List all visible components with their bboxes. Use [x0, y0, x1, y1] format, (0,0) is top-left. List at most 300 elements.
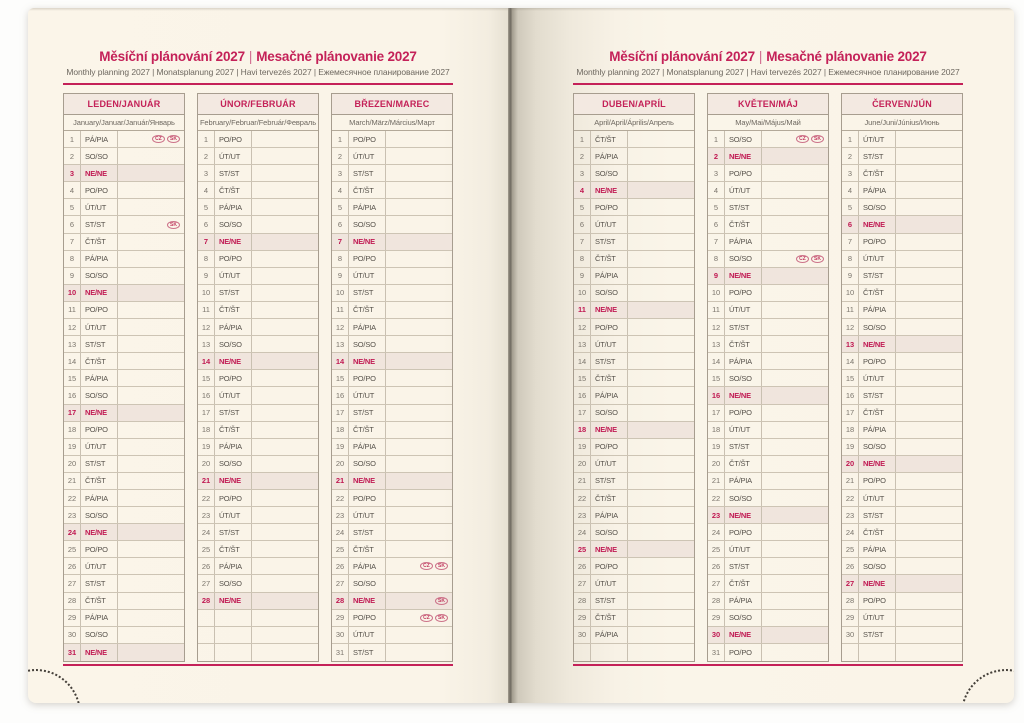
notes-cell — [896, 627, 962, 643]
notes-cell — [386, 148, 452, 164]
month-header: LEDEN/JANUÁR — [64, 94, 184, 115]
day-abbr: ÚT/UT — [215, 268, 252, 284]
day-row — [708, 319, 828, 336]
notes-cell — [762, 610, 828, 626]
day-row — [842, 541, 962, 558]
notes-cell — [762, 234, 828, 250]
day-abbr: PO/PO — [725, 524, 762, 540]
page-title-czech: Měsíční plánování 2027 — [609, 49, 755, 64]
day-number: 2 — [574, 148, 591, 164]
page-title-slovak: Mesačné plánovanie 2027 — [766, 49, 927, 64]
day-abbr: PÁ/PIA — [859, 541, 896, 557]
day-row — [708, 234, 828, 251]
day-abbr-empty — [591, 644, 628, 661]
day-abbr: ČT/ŠT — [591, 610, 628, 626]
notes-cell — [386, 644, 452, 661]
day-number: 17 — [198, 405, 215, 421]
month-subheader: January/Januar/Január/Январь — [64, 115, 184, 131]
day-row — [708, 251, 828, 268]
day-number: 28 — [842, 593, 859, 609]
day-number: 13 — [64, 336, 81, 352]
page-title-czech: Měsíční plánování 2027 — [99, 49, 245, 64]
day-abbr: SO/SO — [859, 558, 896, 574]
day-number: 21 — [332, 473, 349, 489]
day-number-empty — [198, 627, 215, 643]
day-number: 30 — [842, 627, 859, 643]
notes-cell — [386, 575, 452, 591]
notes-cell — [252, 644, 318, 661]
day-number: 2 — [842, 148, 859, 164]
notes-cell — [896, 439, 962, 455]
day-row — [842, 319, 962, 336]
day-abbr: PÁ/PIA — [591, 148, 628, 164]
notes-cell — [628, 490, 694, 506]
day-row-sunday — [842, 216, 962, 233]
empty-row — [574, 644, 694, 661]
notes-cell — [252, 251, 318, 267]
day-row — [708, 575, 828, 592]
day-abbr: NE/NE — [81, 405, 118, 421]
day-row — [708, 593, 828, 610]
notes-cell — [118, 182, 184, 198]
day-number: 20 — [574, 456, 591, 472]
day-number: 28 — [574, 593, 591, 609]
day-abbr: ČT/ŠT — [859, 165, 896, 181]
day-abbr: ST/ST — [215, 165, 252, 181]
day-number: 15 — [842, 370, 859, 386]
day-number: 25 — [708, 541, 725, 557]
day-number: 25 — [332, 541, 349, 557]
day-row — [574, 456, 694, 473]
day-number: 26 — [708, 558, 725, 574]
notes-cell — [118, 524, 184, 540]
day-number: 15 — [574, 370, 591, 386]
day-abbr: ÚT/UT — [859, 490, 896, 506]
notes-cell — [386, 199, 452, 215]
day-number: 6 — [332, 216, 349, 232]
day-abbr: ČT/ŠT — [349, 422, 386, 438]
day-row — [842, 165, 962, 182]
day-number: 10 — [708, 285, 725, 301]
empty-row — [198, 610, 318, 627]
day-number: 1 — [842, 131, 859, 147]
day-number: 3 — [574, 165, 591, 181]
notes-cell — [628, 627, 694, 643]
day-number: 10 — [64, 285, 81, 301]
day-abbr: ÚT/UT — [859, 251, 896, 267]
day-row — [64, 302, 184, 319]
day-row — [574, 627, 694, 644]
day-row — [574, 473, 694, 490]
day-abbr-empty — [215, 644, 252, 661]
day-row — [574, 558, 694, 575]
notes-cell — [118, 319, 184, 335]
day-abbr: PO/PO — [81, 302, 118, 318]
day-row — [842, 148, 962, 165]
notes-cell — [762, 439, 828, 455]
day-number: 17 — [708, 405, 725, 421]
notes-cell — [118, 302, 184, 318]
day-abbr: ÚT/UT — [725, 302, 762, 318]
notes-cell — [252, 507, 318, 523]
day-abbr: ČT/ŠT — [215, 182, 252, 198]
month-subheader: April/April/Április/Апрель — [574, 115, 694, 131]
day-abbr: ÚT/UT — [349, 268, 386, 284]
notes-cell — [896, 353, 962, 369]
notes-cell — [118, 148, 184, 164]
day-abbr: NE/NE — [349, 593, 386, 609]
day-number: 13 — [574, 336, 591, 352]
day-row — [574, 251, 694, 268]
day-row-sunday — [332, 473, 452, 490]
day-row — [574, 405, 694, 422]
day-number: 3 — [332, 165, 349, 181]
day-abbr: ST/ST — [215, 524, 252, 540]
notes-cell — [896, 593, 962, 609]
day-row — [198, 370, 318, 387]
day-abbr: PÁ/PIA — [349, 199, 386, 215]
day-number: 2 — [198, 148, 215, 164]
notes-cell — [896, 285, 962, 301]
notes-cell — [896, 216, 962, 232]
day-number: 9 — [708, 268, 725, 284]
day-number: 29 — [708, 610, 725, 626]
day-number: 25 — [64, 541, 81, 557]
notes-cell — [762, 336, 828, 352]
day-number: 25 — [574, 541, 591, 557]
notes-cell — [118, 610, 184, 626]
day-abbr: ÚT/UT — [725, 541, 762, 557]
notes-cell — [386, 268, 452, 284]
day-number: 3 — [842, 165, 859, 181]
footer-rule — [63, 664, 453, 667]
notes-cell — [386, 627, 452, 643]
notes-cell — [762, 490, 828, 506]
day-row — [332, 610, 452, 627]
day-abbr: PÁ/PIA — [859, 422, 896, 438]
title-separator: | — [248, 49, 253, 64]
notes-cell — [252, 405, 318, 421]
day-number: 16 — [708, 387, 725, 403]
notes-cell — [118, 165, 184, 181]
day-abbr: ST/ST — [725, 439, 762, 455]
day-abbr: PO/PO — [591, 439, 628, 455]
day-row — [198, 285, 318, 302]
day-row-sunday — [332, 593, 452, 610]
day-abbr: ST/ST — [591, 473, 628, 489]
notes-cell — [628, 148, 694, 164]
day-number: 24 — [574, 524, 591, 540]
day-row — [198, 336, 318, 353]
day-row — [332, 251, 452, 268]
page-content-left — [63, 8, 453, 666]
day-abbr: PO/PO — [725, 405, 762, 421]
day-abbr: NE/NE — [725, 148, 762, 164]
day-number: 17 — [574, 405, 591, 421]
day-number: 24 — [64, 524, 81, 540]
day-row-sunday — [64, 285, 184, 302]
notes-cell — [762, 182, 828, 198]
day-row — [64, 268, 184, 285]
day-abbr: PÁ/PIA — [81, 251, 118, 267]
day-row — [842, 268, 962, 285]
day-abbr: PÁ/PIA — [215, 199, 252, 215]
day-number: 21 — [842, 473, 859, 489]
day-abbr: ST/ST — [215, 285, 252, 301]
day-abbr: NE/NE — [349, 473, 386, 489]
notes-cell — [386, 285, 452, 301]
day-number: 14 — [64, 353, 81, 369]
day-abbr: PO/PO — [215, 370, 252, 386]
notes-cell — [762, 405, 828, 421]
day-abbr: PO/PO — [81, 422, 118, 438]
day-number: 28 — [198, 593, 215, 609]
day-row — [574, 370, 694, 387]
notes-cell — [896, 165, 962, 181]
day-abbr: ČT/ŠT — [725, 575, 762, 591]
notes-cell — [386, 490, 452, 506]
day-row — [842, 422, 962, 439]
holiday-badge-sk: SK — [435, 562, 448, 570]
notes-cell — [386, 131, 452, 147]
notes-cell — [896, 131, 962, 147]
notes-cell — [386, 507, 452, 523]
day-row — [574, 490, 694, 507]
day-row — [198, 541, 318, 558]
notes-cell — [386, 387, 452, 403]
open-planner-book — [28, 8, 1014, 703]
day-number: 15 — [332, 370, 349, 386]
day-number: 12 — [64, 319, 81, 335]
day-row — [332, 182, 452, 199]
day-abbr: ÚT/UT — [859, 131, 896, 147]
day-number: 13 — [708, 336, 725, 352]
day-number: 1 — [198, 131, 215, 147]
notes-cell — [386, 405, 452, 421]
day-number: 8 — [842, 251, 859, 267]
day-row — [574, 575, 694, 592]
day-abbr: SO/SO — [81, 268, 118, 284]
day-number: 20 — [64, 456, 81, 472]
month-columns — [63, 93, 453, 662]
day-row — [64, 541, 184, 558]
day-abbr: ÚT/UT — [349, 148, 386, 164]
day-abbr: NE/NE — [859, 456, 896, 472]
day-row — [842, 405, 962, 422]
day-row — [198, 131, 318, 148]
day-abbr: PÁ/PIA — [81, 131, 118, 147]
header-rule — [573, 83, 963, 85]
day-abbr: ST/ST — [859, 387, 896, 403]
day-abbr: ÚT/UT — [591, 456, 628, 472]
day-abbr: ČT/ŠT — [725, 336, 762, 352]
notes-cell — [118, 558, 184, 574]
day-row — [64, 182, 184, 199]
day-row-sunday — [708, 627, 828, 644]
day-number: 28 — [64, 593, 81, 609]
day-abbr: SO/SO — [349, 336, 386, 352]
day-number: 2 — [708, 148, 725, 164]
day-row — [64, 422, 184, 439]
day-abbr: SO/SO — [859, 439, 896, 455]
day-abbr: SO/SO — [859, 199, 896, 215]
notes-cell — [628, 644, 694, 661]
day-number: 20 — [332, 456, 349, 472]
notes-cell — [386, 541, 452, 557]
day-abbr: PÁ/PIA — [349, 319, 386, 335]
notes-cell — [762, 353, 828, 369]
day-number: 24 — [332, 524, 349, 540]
day-number: 9 — [198, 268, 215, 284]
notes-cell — [762, 165, 828, 181]
day-abbr: ČT/ŠT — [215, 541, 252, 557]
day-abbr: PÁ/PIA — [81, 370, 118, 386]
day-number: 1 — [64, 131, 81, 147]
day-abbr: PÁ/PIA — [859, 182, 896, 198]
notes-cell — [252, 387, 318, 403]
day-abbr: ČT/ŠT — [725, 216, 762, 232]
day-number: 4 — [708, 182, 725, 198]
day-number: 29 — [332, 610, 349, 626]
day-abbr: SO/SO — [215, 216, 252, 232]
day-row-sunday — [842, 456, 962, 473]
notes-cell — [628, 336, 694, 352]
day-abbr-empty — [215, 627, 252, 643]
day-number: 22 — [574, 490, 591, 506]
notes-cell — [628, 387, 694, 403]
day-number: 8 — [332, 251, 349, 267]
notes-cell — [628, 131, 694, 147]
day-row — [842, 524, 962, 541]
notes-cell — [628, 422, 694, 438]
day-number: 19 — [842, 439, 859, 455]
notes-cell — [386, 251, 452, 267]
notes-cell — [252, 353, 318, 369]
day-abbr: NE/NE — [591, 182, 628, 198]
holiday-badge-sk: SK — [811, 255, 824, 263]
day-abbr: PO/PO — [215, 251, 252, 267]
day-number: 4 — [332, 182, 349, 198]
day-row — [708, 405, 828, 422]
notes-cell — [118, 473, 184, 489]
notes-cell — [386, 524, 452, 540]
day-row — [64, 610, 184, 627]
day-number: 16 — [842, 387, 859, 403]
day-abbr: ÚT/UT — [725, 422, 762, 438]
day-abbr: PÁ/PIA — [725, 473, 762, 489]
day-abbr: ČT/ŠT — [349, 541, 386, 557]
day-number: 5 — [574, 199, 591, 215]
day-number: 14 — [842, 353, 859, 369]
day-row — [332, 148, 452, 165]
day-abbr: ST/ST — [859, 627, 896, 643]
day-abbr: NE/NE — [725, 507, 762, 523]
day-abbr: SO/SO — [215, 575, 252, 591]
day-row — [842, 182, 962, 199]
notes-cell — [628, 234, 694, 250]
day-row — [708, 336, 828, 353]
notes-cell — [118, 456, 184, 472]
day-row — [708, 353, 828, 370]
notes-cell — [762, 507, 828, 523]
day-row — [64, 439, 184, 456]
day-abbr: ÚT/UT — [591, 336, 628, 352]
day-abbr: NE/NE — [591, 302, 628, 318]
day-row — [574, 507, 694, 524]
day-abbr: ST/ST — [859, 148, 896, 164]
day-abbr: ST/ST — [349, 644, 386, 661]
notes-cell — [252, 131, 318, 147]
day-row — [332, 541, 452, 558]
day-number: 1 — [708, 131, 725, 147]
day-abbr: NE/NE — [81, 165, 118, 181]
day-row-sunday — [574, 422, 694, 439]
holiday-badge-sk: SK — [167, 221, 180, 229]
notes-cell — [252, 370, 318, 386]
day-number: 31 — [64, 644, 81, 661]
day-row — [708, 370, 828, 387]
notes-cell — [628, 524, 694, 540]
day-number: 13 — [332, 336, 349, 352]
day-number: 21 — [198, 473, 215, 489]
day-row — [574, 165, 694, 182]
notes-cell — [762, 456, 828, 472]
day-abbr: ČT/ŠT — [349, 182, 386, 198]
day-row — [64, 456, 184, 473]
day-abbr: ST/ST — [725, 199, 762, 215]
day-abbr: SO/SO — [349, 216, 386, 232]
day-number: 7 — [198, 234, 215, 250]
notes-cell — [118, 216, 184, 232]
day-row — [198, 148, 318, 165]
notes-cell — [252, 216, 318, 232]
day-number: 30 — [64, 627, 81, 643]
month-subheader: June/Juni/Június/Июнь — [842, 115, 962, 131]
day-number: 11 — [332, 302, 349, 318]
notes-cell — [118, 593, 184, 609]
notes-cell — [762, 199, 828, 215]
day-abbr: ST/ST — [81, 216, 118, 232]
day-row-sunday — [332, 353, 452, 370]
day-number: 9 — [332, 268, 349, 284]
day-number: 29 — [842, 610, 859, 626]
notes-cell — [386, 336, 452, 352]
notes-cell — [118, 336, 184, 352]
notes-cell — [628, 251, 694, 267]
day-abbr: SO/SO — [725, 131, 762, 147]
day-abbr: ČT/ŠT — [591, 251, 628, 267]
day-row — [198, 319, 318, 336]
day-number: 27 — [842, 575, 859, 591]
day-row-sunday — [64, 644, 184, 661]
day-abbr: ČT/ŠT — [81, 593, 118, 609]
day-number: 5 — [842, 199, 859, 215]
day-number: 11 — [574, 302, 591, 318]
day-number-empty — [574, 644, 591, 661]
day-number: 8 — [198, 251, 215, 267]
day-number: 26 — [198, 558, 215, 574]
day-abbr: NE/NE — [859, 575, 896, 591]
day-number: 6 — [842, 216, 859, 232]
notes-cell — [628, 370, 694, 386]
day-abbr: SO/SO — [725, 370, 762, 386]
day-abbr: ÚT/UT — [349, 627, 386, 643]
day-row-sunday — [574, 302, 694, 319]
day-number: 1 — [574, 131, 591, 147]
notes-cell — [896, 336, 962, 352]
day-row — [64, 473, 184, 490]
day-number: 14 — [198, 353, 215, 369]
